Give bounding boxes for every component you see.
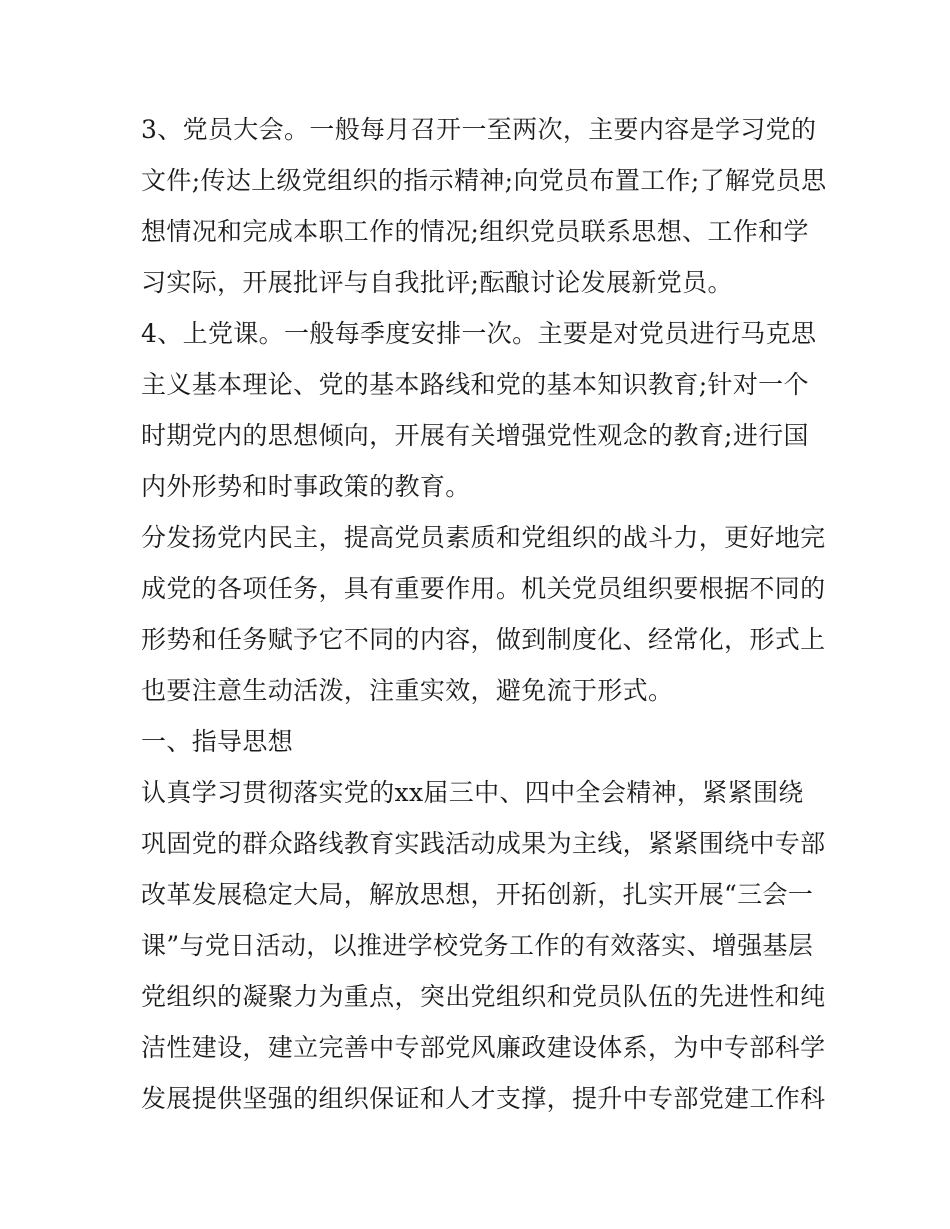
text-line: 也要注意生动活泼，注重实效，避免流于形式。 [141,676,674,705]
document-body [141,104,827,1124]
text-line: 成党的各项任务，具有重要作用。机关党员组织要根据不同的 [141,574,826,603]
text-line: 4、上党课。一般每季度安排一次。主要是对党员进行马克思 [141,319,817,348]
text-line: 主义基本理论、党的基本路线和党的基本知识教育;针对一个 [141,370,809,399]
text-line: 想情况和完成本职工作的情况;组织党员联系思想、工作和学 [141,217,809,246]
text-line: 洁性建设，建立完善中专部党风廉政建设体系，为中专部科学 [141,1033,826,1062]
text-line: 3、党员大会。一般每月召开一至两次，主要内容是学习党的 [141,115,817,144]
text-line: 形势和任务赋予它不同的内容，做到制度化、经常化，形式上 [141,625,826,654]
text-line: 改革发展稳定大局，解放思想，开拓创新，扎实开展“三会一 [141,880,814,909]
text-line: 习实际，开展批评与自我批评;酝酿讨论发展新党员。 [141,268,733,297]
text-line: 发展提供坚强的组织保证和人才支撑，提升中专部党建工作科 [141,1084,826,1113]
text-line: 党组织的凝聚力为重点，突出党组织和党员队伍的先进性和纯 [141,982,826,1011]
text-line: 认真学习贯彻落实党的xx届三中、四中全会精神，紧紧围绕 [141,778,804,807]
text-line: 文件;传达上级党组织的指示精神;向党员布置工作;了解党员思 [141,166,827,195]
text-line: 内外形势和时事政策的教育。 [141,472,471,501]
section-heading: 一、指导思想 [141,727,294,756]
text-line: 时期党内的思想倾向，开展有关增强党性观念的教育;进行国 [141,421,809,450]
text-line: 课”与党日活动，以推进学校党务工作的有效落实、增强基层 [141,931,814,960]
text-line: 分发扬党内民主，提高党员素质和党组织的战斗力，更好地完 [141,523,826,552]
text-line: 巩固党的群众路线教育实践活动成果为主线，紧紧围绕中专部 [141,829,826,858]
